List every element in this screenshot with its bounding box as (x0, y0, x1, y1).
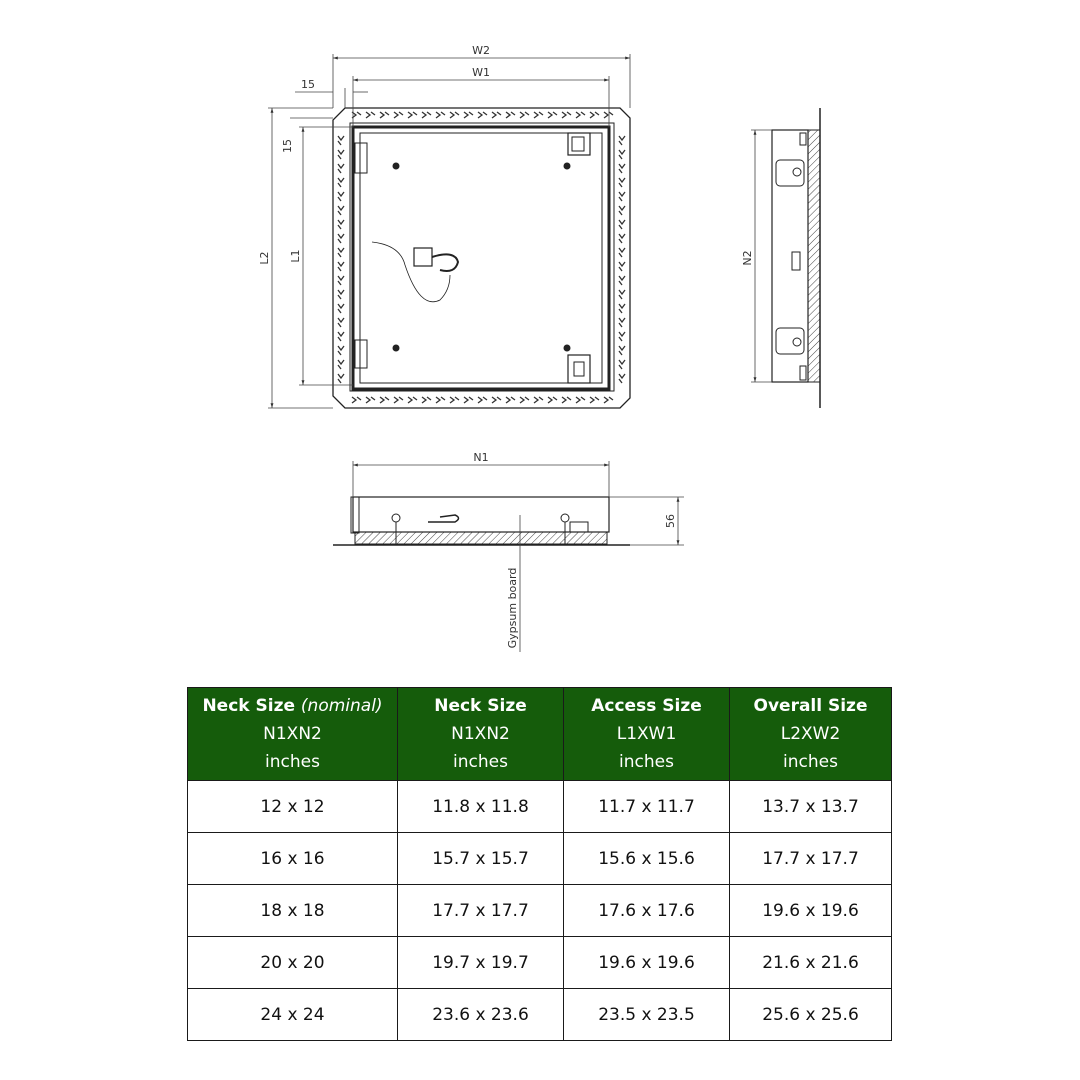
bead-mark (338, 374, 344, 383)
bead-mark (619, 164, 625, 173)
bead-mark (576, 112, 585, 118)
table-cell: 20 x 20 (188, 937, 398, 989)
bead-mark (464, 112, 473, 118)
table-cell: 15.6 x 15.6 (564, 833, 730, 885)
bead-mark (408, 397, 417, 403)
bead-mark (619, 276, 625, 285)
header-title-note: (nominal) (300, 696, 383, 716)
header-neck-size (398, 688, 564, 781)
header-code: L1XW1 (616, 724, 677, 744)
flange-beads (338, 112, 625, 403)
bead-mark (619, 248, 625, 257)
bead-mark (394, 112, 403, 118)
header-code: L2XW2 (780, 724, 841, 744)
front-view (333, 108, 630, 408)
table-cell: 21.6 x 21.6 (730, 937, 892, 989)
header-code: N1XN2 (451, 724, 510, 744)
bead-mark (492, 397, 501, 403)
header-title: Neck Size (202, 696, 295, 716)
table-row (188, 781, 892, 833)
header-unit: inches (619, 752, 674, 772)
header-unit: inches (453, 752, 508, 772)
bead-mark (619, 318, 625, 327)
bead-mark (338, 346, 344, 355)
label-n2: N2 (741, 250, 754, 266)
table-cell: 12 x 12 (188, 781, 398, 833)
bead-mark (338, 234, 344, 243)
table-cell: 23.6 x 23.6 (398, 989, 564, 1041)
bead-mark (492, 112, 501, 118)
label-w1: W1 (472, 66, 490, 79)
bead-mark (464, 397, 473, 403)
table-cell: 11.7 x 11.7 (564, 781, 730, 833)
bead-mark (604, 112, 613, 118)
bead-mark (338, 192, 344, 201)
bead-mark (590, 112, 599, 118)
bead-mark (338, 276, 344, 285)
table-cell: 11.8 x 11.8 (398, 781, 564, 833)
bead-mark (338, 290, 344, 299)
bead-mark (562, 112, 571, 118)
bead-mark (422, 397, 431, 403)
bead-mark (380, 397, 389, 403)
table-cell: 18 x 18 (188, 885, 398, 937)
table-cell: 19.6 x 19.6 (564, 937, 730, 989)
bead-mark (619, 346, 625, 355)
label-w2: W2 (472, 44, 490, 57)
bead-mark (619, 150, 625, 159)
bead-mark (619, 374, 625, 383)
size-table (187, 687, 892, 1041)
table-cell: 23.5 x 23.5 (564, 989, 730, 1041)
side-dimensions (751, 130, 772, 382)
table-row (188, 989, 892, 1041)
header-neck-size-nominal (188, 688, 398, 781)
header-title: Overall Size (753, 696, 868, 716)
bead-mark (562, 397, 571, 403)
bead-mark (506, 397, 515, 403)
bead-mark (338, 206, 344, 215)
bead-mark (338, 136, 344, 145)
header-overall-size (730, 688, 892, 781)
label-depth-56: 56 (664, 514, 677, 528)
bead-mark (436, 397, 445, 403)
header-unit: inches (783, 752, 838, 772)
bead-mark (338, 318, 344, 327)
table-cell: 17.7 x 17.7 (398, 885, 564, 937)
label-gypsum-board: Gypsum board (506, 567, 519, 649)
bead-mark (338, 262, 344, 271)
label-l1: L1 (289, 249, 302, 263)
label-l2: L2 (258, 251, 271, 265)
table-row (188, 885, 892, 937)
bead-mark (520, 112, 529, 118)
bead-mark (338, 150, 344, 159)
bead-mark (506, 112, 515, 118)
section-view (333, 497, 630, 545)
bead-mark (619, 332, 625, 341)
header-unit: inches (265, 752, 320, 772)
bead-mark (619, 220, 625, 229)
header-access-size (564, 688, 730, 781)
bead-mark (534, 112, 543, 118)
table-cell: 25.6 x 25.6 (730, 989, 892, 1041)
bead-mark (534, 397, 543, 403)
bead-mark (366, 397, 375, 403)
table-row (188, 937, 892, 989)
table-header-row (188, 688, 892, 781)
bead-mark (436, 112, 445, 118)
table-cell: 24 x 24 (188, 989, 398, 1041)
header-code: N1XN2 (263, 724, 322, 744)
bead-mark (576, 397, 585, 403)
bead-mark (604, 397, 613, 403)
bead-mark (619, 290, 625, 299)
bead-mark (422, 112, 431, 118)
bead-mark (619, 304, 625, 313)
bead-mark (408, 112, 417, 118)
bead-mark (590, 397, 599, 403)
bead-mark (619, 192, 625, 201)
header-title: Neck Size (434, 696, 527, 716)
bead-mark (380, 112, 389, 118)
bead-mark (450, 397, 459, 403)
bead-mark (394, 397, 403, 403)
bead-mark (619, 178, 625, 187)
bead-mark (619, 206, 625, 215)
header-title: Access Size (591, 696, 702, 716)
bead-mark (338, 304, 344, 313)
bead-mark (619, 360, 625, 369)
bead-mark (520, 397, 529, 403)
bead-mark (450, 112, 459, 118)
bead-mark (352, 397, 361, 403)
label-n1: N1 (473, 451, 489, 464)
bead-mark (338, 178, 344, 187)
bead-mark (338, 360, 344, 369)
table-row (188, 833, 892, 885)
bead-mark (338, 332, 344, 341)
table-cell: 17.7 x 17.7 (730, 833, 892, 885)
table-cell: 19.6 x 19.6 (730, 885, 892, 937)
bead-mark (478, 112, 487, 118)
table-cell: 17.6 x 17.6 (564, 885, 730, 937)
bead-mark (366, 112, 375, 118)
bead-mark (548, 397, 557, 403)
bead-mark (548, 112, 557, 118)
table-cell: 16 x 16 (188, 833, 398, 885)
label-dim-15-top: 15 (301, 78, 315, 91)
label-dim-15-side: 15 (281, 139, 294, 153)
table-cell: 19.7 x 19.7 (398, 937, 564, 989)
bead-mark (338, 220, 344, 229)
bead-mark (619, 136, 625, 145)
table-cell: 13.7 x 13.7 (730, 781, 892, 833)
bead-mark (338, 248, 344, 257)
table-cell: 15.7 x 15.7 (398, 833, 564, 885)
side-view (772, 108, 820, 408)
bead-mark (478, 397, 487, 403)
bead-mark (619, 262, 625, 271)
bead-mark (619, 234, 625, 243)
bead-mark (338, 164, 344, 173)
